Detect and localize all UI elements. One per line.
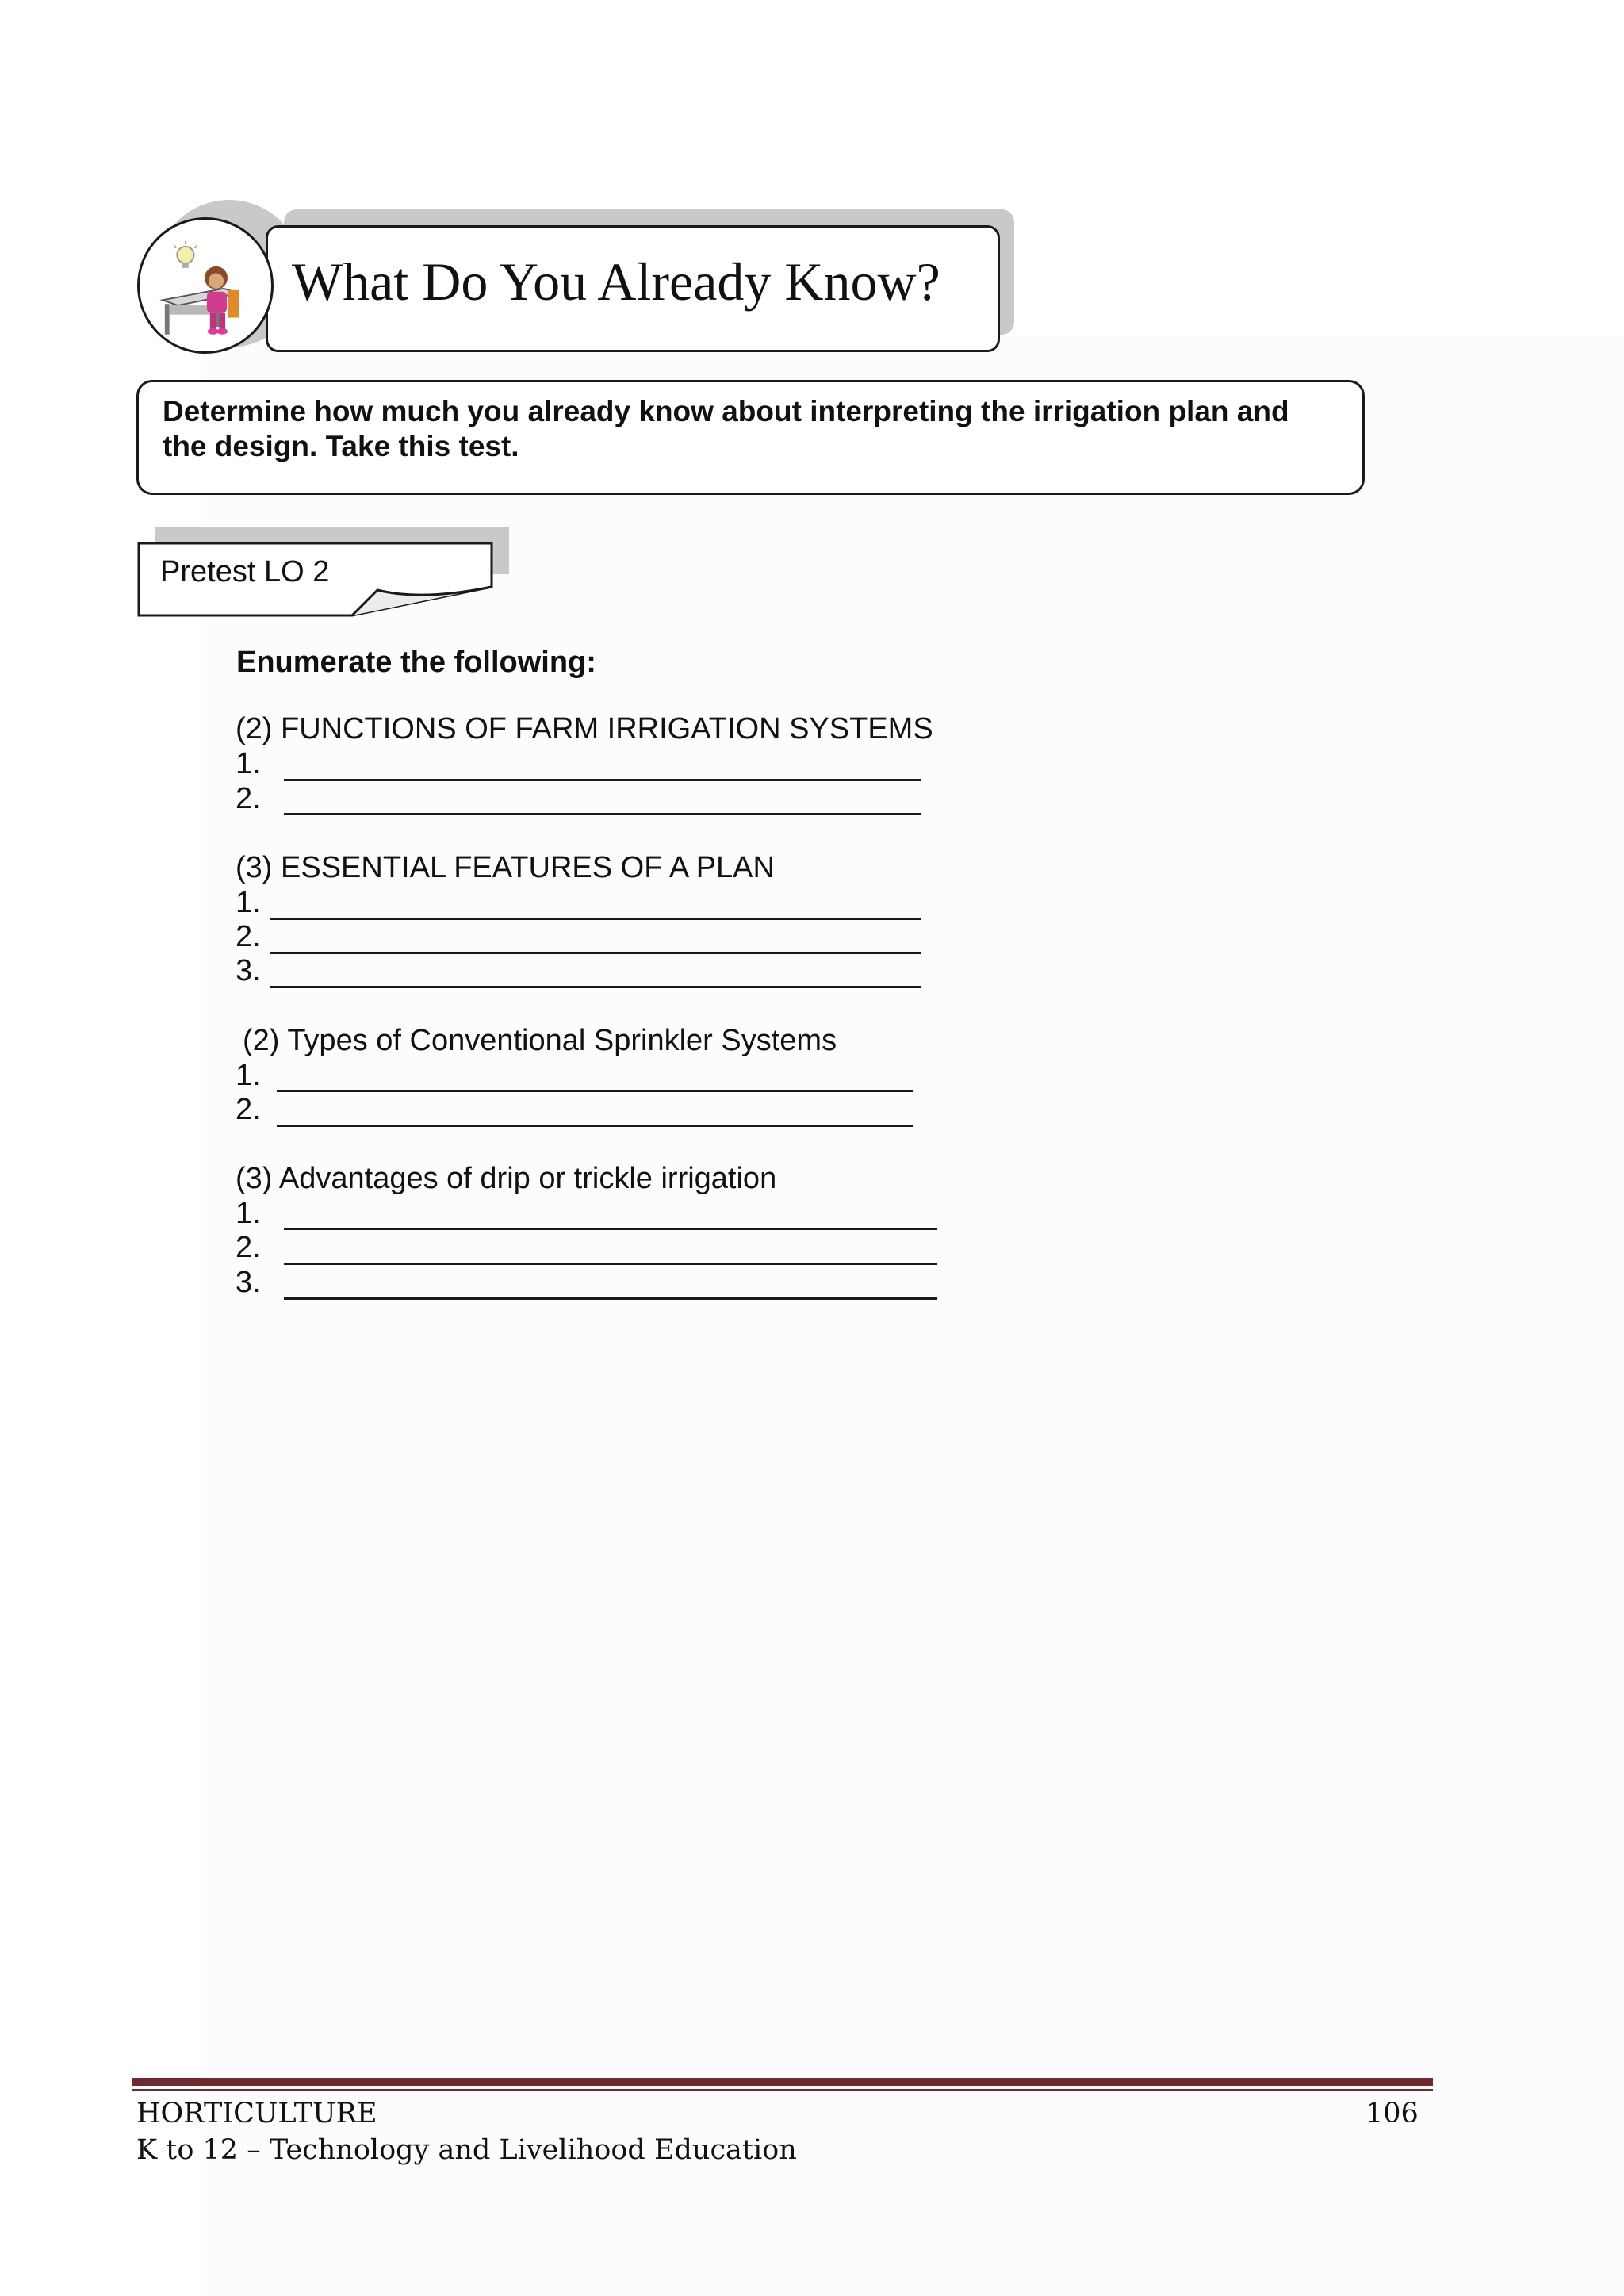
answer-line[interactable] xyxy=(270,986,921,988)
answer-line[interactable] xyxy=(284,1228,937,1230)
answer-number: 1. xyxy=(236,1197,261,1230)
answer-line[interactable] xyxy=(277,1125,913,1127)
question-title: (2) Types of Conventional Sprinkler Systems xyxy=(243,1024,837,1057)
answer-line[interactable] xyxy=(270,918,921,920)
answer-line[interactable] xyxy=(284,779,921,781)
answer-line[interactable] xyxy=(284,1263,937,1265)
footer-subject: HORTICULTURE xyxy=(136,2098,377,2129)
answer-number: 1. xyxy=(236,747,261,780)
intro-text: Determine how much you already know about interpreting the irrigation plan and the design. Take this test. xyxy=(163,395,1289,462)
answer-line[interactable] xyxy=(284,1297,937,1300)
student-at-desk-icon xyxy=(137,217,274,354)
answer-number: 3. xyxy=(236,1266,261,1299)
answer-number: 3. xyxy=(236,954,261,987)
question-title: (3) Advantages of drip or trickle irrigation xyxy=(236,1162,777,1195)
instructions-heading: Enumerate the following: xyxy=(236,646,596,679)
footer-rule xyxy=(132,2078,1433,2086)
answer-number: 2. xyxy=(236,1093,261,1126)
answer-number: 2. xyxy=(236,782,261,815)
answer-line[interactable] xyxy=(284,813,921,815)
footer-rule-thin xyxy=(132,2089,1433,2091)
page-number: 106 xyxy=(1365,2098,1419,2129)
question-title: (2) FUNCTIONS OF FARM IRRIGATION SYSTEMS xyxy=(236,712,933,746)
question-title: (3) ESSENTIAL FEATURES OF A PLAN xyxy=(236,851,775,884)
answer-number: 2. xyxy=(236,920,261,953)
page-title: What Do You Already Know? xyxy=(292,251,940,312)
answer-line[interactable] xyxy=(270,952,921,954)
answer-number: 1. xyxy=(236,886,261,919)
answer-number: 1. xyxy=(236,1059,261,1092)
pretest-label: Pretest LO 2 xyxy=(160,555,330,588)
answer-number: 2. xyxy=(236,1231,261,1264)
answer-line[interactable] xyxy=(277,1090,913,1092)
footer-program: K to 12 – Technology and Livelihood Education xyxy=(136,2134,797,2166)
page-background xyxy=(202,337,1624,2296)
footer-text xyxy=(136,2095,797,2168)
